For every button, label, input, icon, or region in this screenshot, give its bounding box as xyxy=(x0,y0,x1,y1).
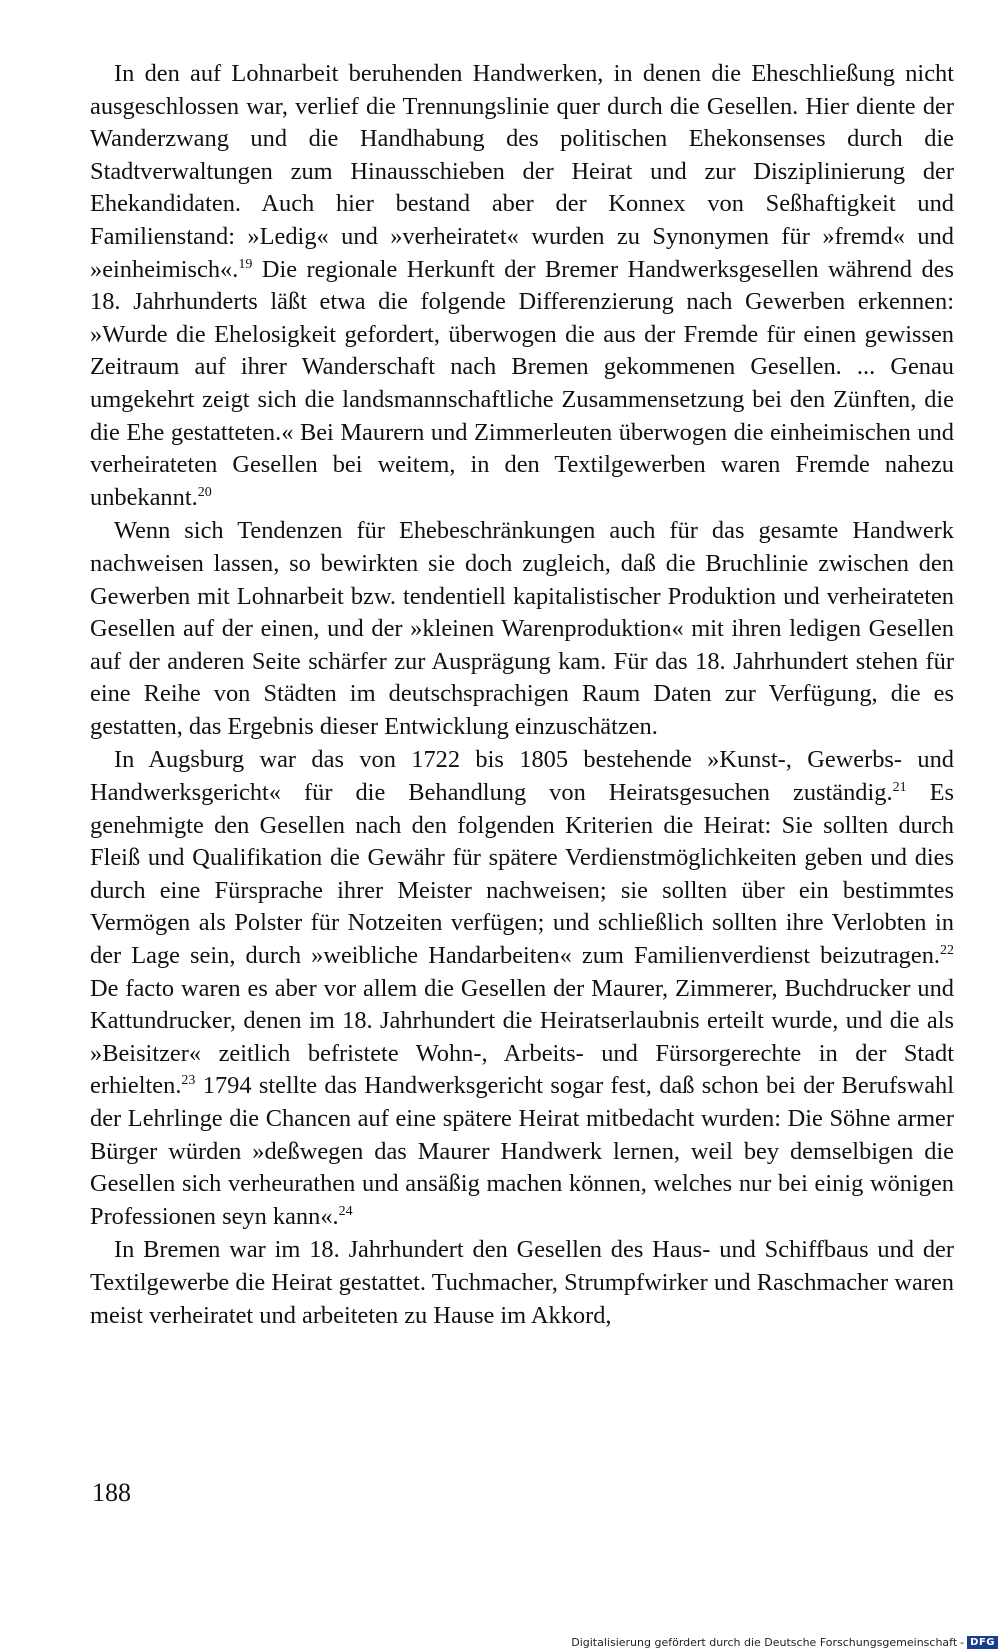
digitization-footer xyxy=(571,1636,998,1649)
footer-credit-text: Digitalisierung gefördert durch die Deutsche Forschungsgemeinschaft xyxy=(571,1636,958,1649)
dfg-logo-icon: DFG xyxy=(967,1636,998,1649)
text-segment: De facto waren es aber vor allem die Gesellen der Maurer, Zimmerer, Buchdrucker und Kattundrucker, denen im 18. Jahrhundert die Heiratserlaubnis erteilt wurde, und die als »Beisitzer« zeitlich befristete Wohn-, Arbeits- und Fürsorgerechte in der Stadt erhielten. xyxy=(90,974,954,1100)
text-segment: In Bremen war im 18. Jahrhundert den Gesellen des Haus- und Schiffbaus und der Textilgewerbe die Heirat gestattet. Tuchmacher, Strumpfwirker und Raschmacher waren meist verheiratet und arbeiteten zu Hause im Akkord, xyxy=(90,1236,954,1329)
footer-separator: - xyxy=(960,1636,965,1649)
footnote-ref-23[interactable]: 23 xyxy=(181,1073,196,1089)
footnote-ref-24[interactable]: 24 xyxy=(338,1203,353,1219)
footnote-ref-20[interactable]: 20 xyxy=(197,484,212,500)
page-body-text xyxy=(90,58,954,1332)
footnote-ref-19[interactable]: 19 xyxy=(238,256,253,272)
text-segment: In den auf Lohnarbeit beruhenden Handwerken, in denen die Eheschließung nicht ausgeschlossen war, verlief die Trennungslinie quer durch die Gesellen. Hier diente der Wanderzwang und die Handhabung des politischen Ehekonsenses durch die Stadtverwaltungen zum Hinausschieben der Heirat und zur Disziplinierung der Ehekandidaten. Auch hier bestand aber der Konnex von Seßhaftigkeit und Familienstand: »Ledig« und »verheiratet« wurden zu Synonymen für »fremd« und »einheimisch«. xyxy=(90,60,954,283)
footnote-ref-21[interactable]: 21 xyxy=(892,779,907,795)
text-segment: Es genehmigte den Gesellen nach den folgenden Kriterien die Heirat: Sie sollten durch Fleiß und Qualifikation die Gewähr für spätere Verdienstmöglichkeiten geben und dies durch eine Fürsprache ihrer Meister nachweisen; sie sollten über ein bestimmtes Vermögen als Polster für Notzeiten verfügen; und schließlich sollten ihre Verlobten in der Lage sein, durch »weibliche Handarbeiten« zum Familienverdienst beizutragen. xyxy=(90,779,954,970)
page-number: 188 xyxy=(92,1478,131,1507)
text-segment: 1794 stellte das Handwerksgericht sogar fest, daß schon bei der Berufswahl der Lehrlinge die Chancen auf eine spätere Heirat mitbedacht wurden: Die Söhne armer Bürger würden »deßwegen das Maurer Handwerk lernen, weil bey demselbigen die Gesellen sich verheurathen und ansäßig machen können, welches nur bei einig wönigen Professionen seyn kann«. xyxy=(90,1072,954,1230)
text-segment: In Augsburg war das von 1722 bis 1805 bestehende »Kunst-, Gewerbs- und Handwerksgericht« für die Behandlung von Heiratsgesuchen zuständig. xyxy=(90,746,954,807)
footnote-ref-22[interactable]: 22 xyxy=(940,942,954,958)
text-segment: Wenn sich Tendenzen für Ehebeschränkungen auch für das gesamte Handwerk nachweisen lassen, so bewirkten sie doch zugleich, daß die Bruchlinie zwischen den Gewerben mit Lohnarbeit bzw. tendentiell kapitalistischer Produktion und verheirateten Gesellen auf der einen, und der »kleinen Warenproduktion« mit ihren ledigen Gesellen auf der anderen Seite schärfer zur Ausprägung kam. Für das 18. Jahrhundert stehen für eine Reihe von Städten im deutschsprachigen Raum Daten zur Verfügung, die es gestatten, das Ergebnis dieser Entwicklung einzuschätzen. xyxy=(90,517,954,740)
paragraph xyxy=(90,744,954,1233)
paragraph xyxy=(90,58,954,514)
paragraph xyxy=(90,515,954,743)
text-segment: Die regionale Herkunft der Bremer Handwerksgesellen während des 18. Jahrhunderts läßt etwa die folgende Differenzierung nach Gewerben erkennen: »Wurde die Ehelosigkeit gefordert, überwogen die aus der Fremde für einen gewissen Zeitraum auf ihrer Wanderschaft nach Bremen gekommenen Gesellen. ... Genau umgekehrt zeigt sich die landsmannschaftliche Zusammensetzung bei den Zünften, die die Ehe gestatteten.« Bei Maurern und Zimmerleuten überwogen die einheimischen und verheirateten Gesellen bei weitem, in den Textilgewerben waren Fremde nahezu unbekannt. xyxy=(90,255,954,511)
paragraph xyxy=(90,1234,954,1332)
